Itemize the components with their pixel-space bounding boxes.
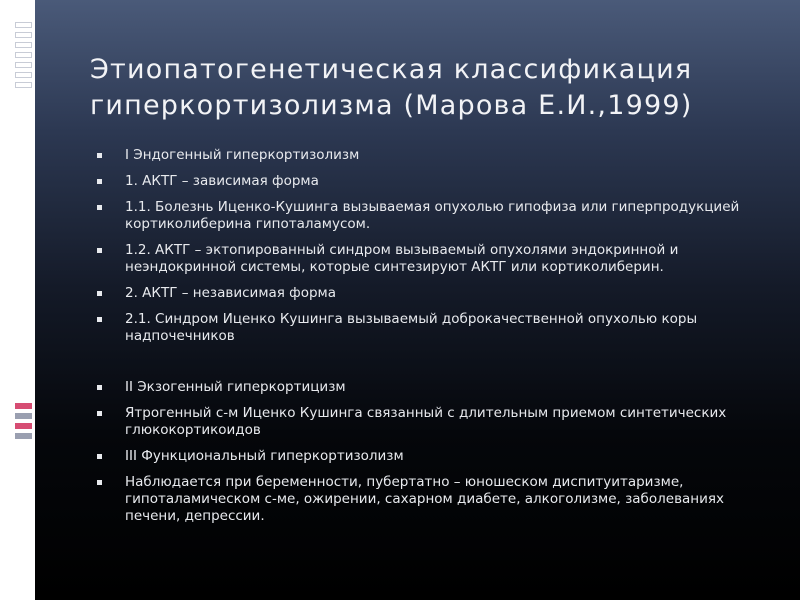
bullet-text: 2.1. Синдром Иценко Кушинга вызываемый доброкачественной опухолью коры надпочечников [125,311,698,344]
bullet-text: 1.2. АКТГ – эктопированный синдром вызываемый опухолями эндокринной и неэндокринной системы, которые синтезируют АКТГ или кортиколиберин. [125,242,679,275]
list-item [95,173,765,190]
list-item [95,199,765,233]
list-item [95,147,765,164]
slide-title [90,52,780,124]
bullet-text: I Эндогенный гиперкортизолизм [125,147,360,163]
list-item [95,448,765,465]
decor-stripe [15,22,32,28]
title-line-2: гиперкортизолизма (Марова Е.И.,1999) [90,90,693,121]
title-line-1: Этиопатогенетическая классификация [90,54,693,85]
bullet-text: II Экзогенный гиперкортицизм [125,379,346,395]
bullet-icon [97,480,102,485]
list-item [95,474,765,525]
bullet-text: 1.1. Болезнь Иценко-Кушинга вызываемая опухолью гипофиза или гиперпродукцией кортиколиберина гипоталамусом. [125,199,740,232]
bullet-icon [97,454,102,459]
decor-stripe [15,32,32,38]
bullet-icon [97,179,102,184]
decor-stripe [15,62,32,68]
bullet-text: Ятрогенный с-м Иценко Кушинга связанный с длительным приемом синтетических глюкокортикоидов [125,405,727,438]
bullet-icon [97,317,102,322]
list-item [95,405,765,439]
bullet-icon [97,291,102,296]
decor-stripe [15,72,32,78]
decor-stripe [15,413,32,419]
decor-stripe [15,433,32,439]
list-item [95,285,765,302]
bullet-icon [97,411,102,416]
decor-stripe [15,82,32,88]
left-margin [0,0,35,600]
list-item [95,311,765,345]
bullet-text: 1. АКТГ – зависимая форма [125,173,319,189]
bullet-text: 2. АКТГ – независимая форма [125,285,337,301]
decor-stripe [15,42,32,48]
bullet-icon [97,153,102,158]
list-item [95,379,765,396]
bullet-icon [97,385,102,390]
bullet-text: Наблюдается при беременности, пубертатно – юношеском диспитуитаризме, гипоталамическом с-ме, ожирении, сахарном диабете, алкоголизме, заболеваниях печени, депрессии. [125,474,725,524]
list-item [95,242,765,276]
decor-stripe [15,423,32,429]
decor-stripe [15,403,32,409]
bullet-text: III Функциональный гиперкортизолизм [125,448,404,464]
bullet-icon [97,248,102,253]
bullet-icon [97,205,102,210]
decor-stripe [15,52,32,58]
bullet-list [95,147,765,534]
